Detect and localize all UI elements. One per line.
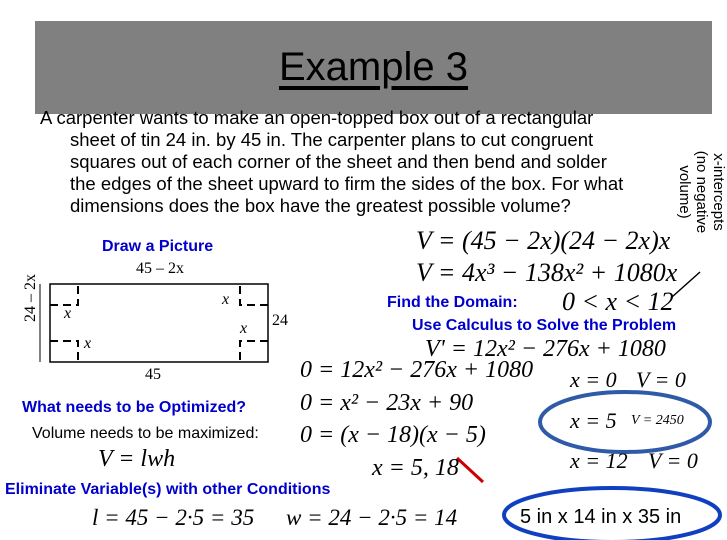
corner-square-top-right bbox=[240, 284, 268, 305]
corner-square-bottom-right bbox=[240, 341, 268, 362]
corner-x-label: x bbox=[84, 335, 92, 352]
strike-out-mark bbox=[457, 458, 483, 482]
test-v-twelve: V = 0 bbox=[648, 448, 698, 473]
test-x-zero: x = 0 bbox=[570, 367, 617, 392]
slide-title: Example 3 bbox=[279, 45, 468, 89]
test-x-five: x = 5 bbox=[570, 408, 617, 433]
equation-step-2: 0 = x² − 23x + 90 bbox=[300, 390, 474, 416]
optimize-heading: What needs to be Optimized? bbox=[22, 399, 247, 416]
side-note-line: (no negative volume) bbox=[676, 150, 710, 234]
equation-step-1: 0 = 12x² − 276x + 1080 bbox=[300, 357, 534, 383]
test-v-max: V = 2450 bbox=[631, 413, 684, 428]
derivative-formula: V' = 12x² − 276x + 1080 bbox=[425, 336, 666, 362]
corner-x-label: x bbox=[222, 291, 230, 308]
test-x-twelve: x = 12 bbox=[570, 448, 628, 473]
left-dimension-label: 24 – 2x bbox=[22, 274, 39, 322]
problem-line: squares out of each corner of the sheet and then bend and solder bbox=[70, 151, 607, 172]
corner-square-top-left bbox=[50, 284, 78, 305]
draw-picture-heading: Draw a Picture bbox=[102, 238, 214, 255]
problem-line: the edges of the sheet upward to firm the sides of the box. For what bbox=[70, 173, 624, 194]
corner-x-label: x bbox=[240, 320, 248, 337]
bottom-dimension-label: 45 bbox=[145, 366, 161, 383]
final-answer: 5 in x 14 in x 35 in bbox=[520, 506, 682, 528]
volume-product-formula: V = (45 − 2x)(24 − 2x)x bbox=[416, 226, 671, 255]
critical-points: x = 5, 18 bbox=[372, 455, 459, 481]
width-calculation: w = 24 − 2·5 = 14 bbox=[286, 505, 458, 530]
side-note-line: x-intercepts bbox=[710, 153, 727, 231]
corner-cut-squares bbox=[50, 284, 268, 362]
use-calculus-heading: Use Calculus to Solve the Problem bbox=[412, 317, 677, 334]
find-domain-heading: Find the Domain: bbox=[387, 294, 518, 311]
volume-expanded-formula: V = 4x³ − 138x² + 1080x bbox=[416, 258, 678, 287]
volume-formula: V = lwh bbox=[98, 446, 176, 472]
corner-square-bottom-left bbox=[50, 341, 78, 362]
problem-line: A carpenter wants to make an open-topped box out of a rectangular bbox=[40, 107, 594, 128]
optimize-text: Volume needs to be maximized: bbox=[32, 425, 259, 442]
length-calculation: l = 45 − 2·5 = 35 bbox=[92, 505, 255, 530]
tin-sheet-diagram bbox=[40, 284, 268, 362]
test-v-zero: V = 0 bbox=[636, 367, 686, 392]
problem-line: sheet of tin 24 in. by 45 in. The carpenter plans to cut congruent bbox=[70, 129, 594, 150]
corner-x-label: x bbox=[64, 305, 72, 322]
problem-line: dimensions does the box have the greatest possible volume? bbox=[70, 195, 571, 216]
equation-step-3: 0 = (x − 18)(x − 5) bbox=[300, 422, 486, 448]
max-volume-ellipse bbox=[540, 392, 710, 452]
right-dimension-label: 24 bbox=[272, 312, 288, 329]
top-dimension-label: 45 – 2x bbox=[136, 260, 184, 277]
sheet-rectangle bbox=[50, 284, 268, 362]
domain-inequality: 0 < x < 12 bbox=[562, 287, 674, 316]
eliminate-heading: Eliminate Variable(s) with other Conditions bbox=[5, 481, 331, 498]
